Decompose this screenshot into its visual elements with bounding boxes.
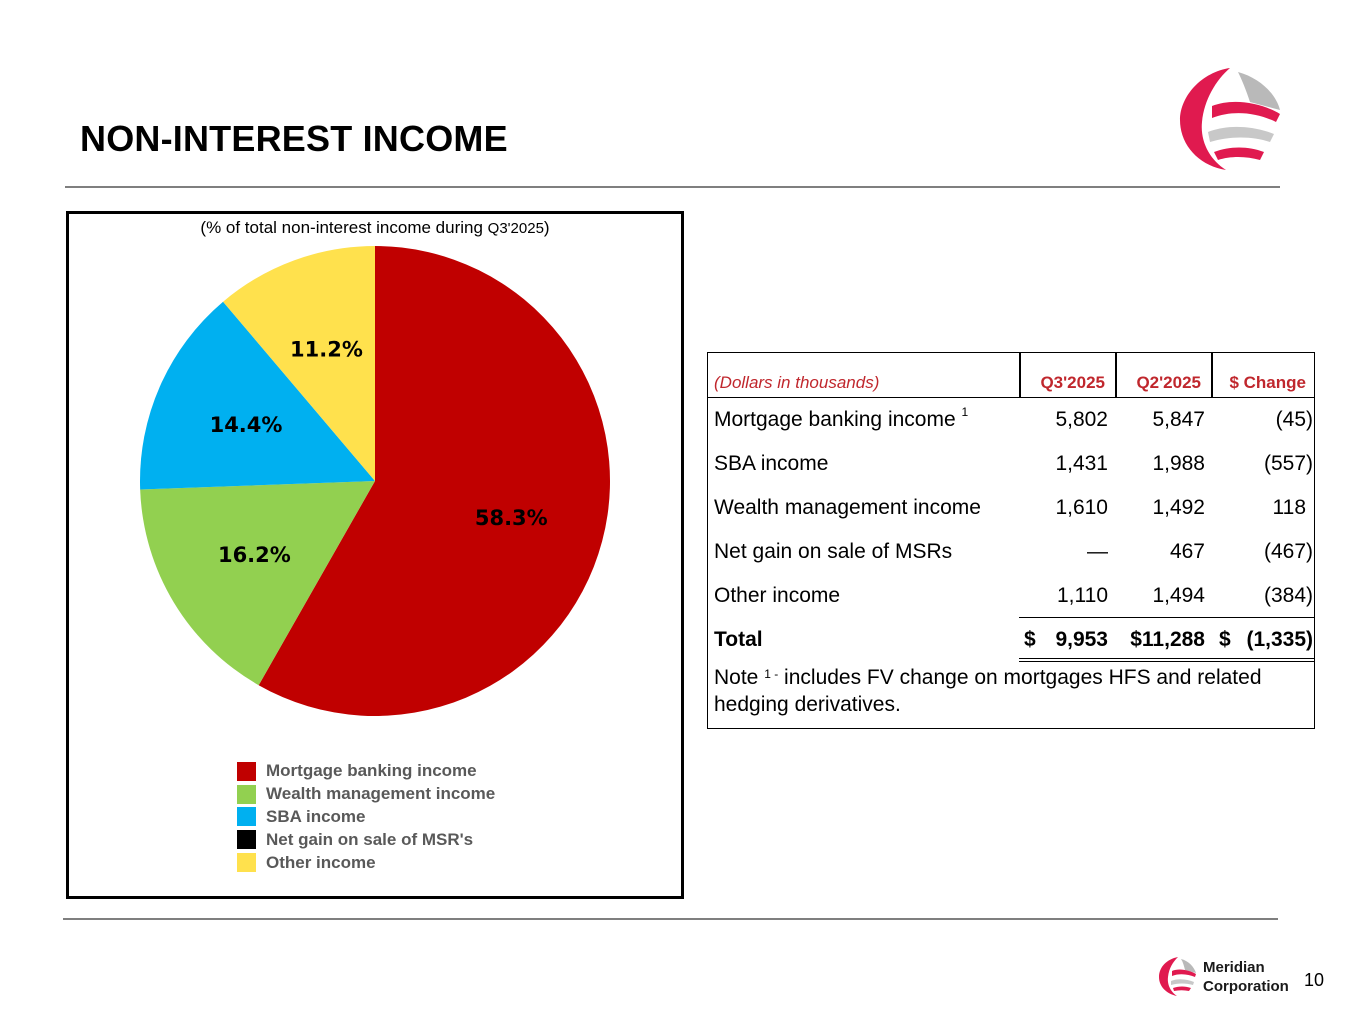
cell-q2: 1,492 [1152, 496, 1205, 519]
cell-change: 118 [1272, 496, 1306, 519]
footer-divider [63, 918, 1278, 920]
note-text: includes FV change on mortgages HFS and related hedging derivatives. [714, 666, 1262, 716]
row-label: Net gain on sale of MSRs [714, 540, 953, 563]
total-label: Total [714, 628, 763, 651]
cell-q3: 1,110 [1057, 584, 1108, 607]
page-title: NON-INTEREST INCOME [80, 118, 508, 159]
page-number: 10 [1304, 970, 1325, 990]
chart-legend [237, 760, 495, 874]
column-header-q3: Q3'2025 [1040, 373, 1105, 392]
total-q2: $11,288 [1130, 628, 1205, 651]
total-q3-currency: $ [1024, 628, 1036, 651]
footer-company-name [1203, 958, 1289, 996]
cell-change: (467) [1263, 540, 1313, 563]
cell-q3: — [1087, 540, 1108, 563]
cell-change: (557) [1263, 452, 1313, 475]
legend-label: Wealth management income [266, 784, 496, 804]
legend-swatch [237, 762, 256, 781]
chart-title-prefix: (% of total non-interest income during [200, 218, 488, 237]
footer-logo-icon [1156, 955, 1198, 997]
total-double-rule [1019, 658, 1314, 660]
legend-label: Other income [266, 852, 376, 872]
chart-title-suffix: ) [543, 218, 550, 237]
cell-q3: 1,431 [1055, 452, 1108, 475]
pie-data-label: 16.2% [217, 543, 291, 568]
table-row [708, 574, 1314, 618]
legend-item-msr [237, 828, 495, 851]
row-label: Other income [714, 584, 841, 607]
legend-swatch [237, 853, 256, 872]
pie-chart-panel [66, 211, 684, 899]
column-header-q2: Q2'2025 [1136, 373, 1201, 392]
table-row [708, 530, 1314, 574]
header-divider [65, 186, 1280, 188]
total-change-currency: $ [1219, 628, 1231, 651]
pie-data-label: 11.2% [290, 337, 363, 362]
column-header-change: $ Change [1229, 373, 1306, 392]
table-header [708, 353, 1314, 398]
legend-swatch [237, 785, 256, 804]
legend-item-other [237, 851, 495, 874]
pie-data-label: 58.3% [474, 506, 548, 531]
cell-q2: 1,988 [1152, 452, 1205, 475]
footnote-marker: 1 [961, 405, 969, 419]
total-q3: 9,953 [1055, 628, 1108, 651]
cell-q3: 1,610 [1055, 496, 1108, 519]
income-table [707, 352, 1315, 729]
cell-q2: 1,494 [1152, 584, 1205, 607]
cell-q2: 5,847 [1152, 408, 1205, 431]
table-row [708, 442, 1314, 486]
cell-change: (384) [1263, 584, 1313, 607]
cell-q3: 5,802 [1055, 408, 1108, 431]
total-double-rule [1019, 661, 1314, 663]
table-row [708, 486, 1314, 530]
units-label: (Dollars in thousands) [714, 373, 880, 392]
table-row [708, 398, 1314, 442]
company-logo-icon [1168, 62, 1286, 174]
note-prefix: Note [714, 666, 765, 689]
table-footnote [708, 662, 1314, 728]
legend-item-wealth [237, 783, 495, 806]
chart-title-period: Q3'2025 [487, 220, 544, 237]
cell-change: (45) [1275, 408, 1313, 431]
legend-swatch [237, 807, 256, 826]
legend-label: Mortgage banking income [266, 761, 477, 781]
row-label: SBA income [714, 452, 829, 475]
legend-swatch [237, 830, 256, 849]
pie-data-label: 14.4% [209, 413, 283, 438]
row-label: Wealth management income [714, 496, 981, 519]
row-label-text: Mortgage banking income [714, 408, 956, 431]
legend-label: Net gain on sale of MSR's [266, 829, 474, 849]
note-marker: 1 - [764, 667, 779, 681]
legend-item-sba [237, 806, 495, 829]
cell-q2: 467 [1169, 540, 1205, 563]
legend-item-mortgage [237, 760, 495, 783]
total-change: (1,335) [1246, 628, 1313, 651]
company-line-2: Corporation [1203, 978, 1289, 995]
company-line-1: Meridian [1203, 959, 1265, 976]
table-row-total [708, 618, 1314, 662]
row-label [714, 405, 969, 432]
legend-label: SBA income [266, 806, 366, 826]
pie-chart [69, 214, 681, 754]
